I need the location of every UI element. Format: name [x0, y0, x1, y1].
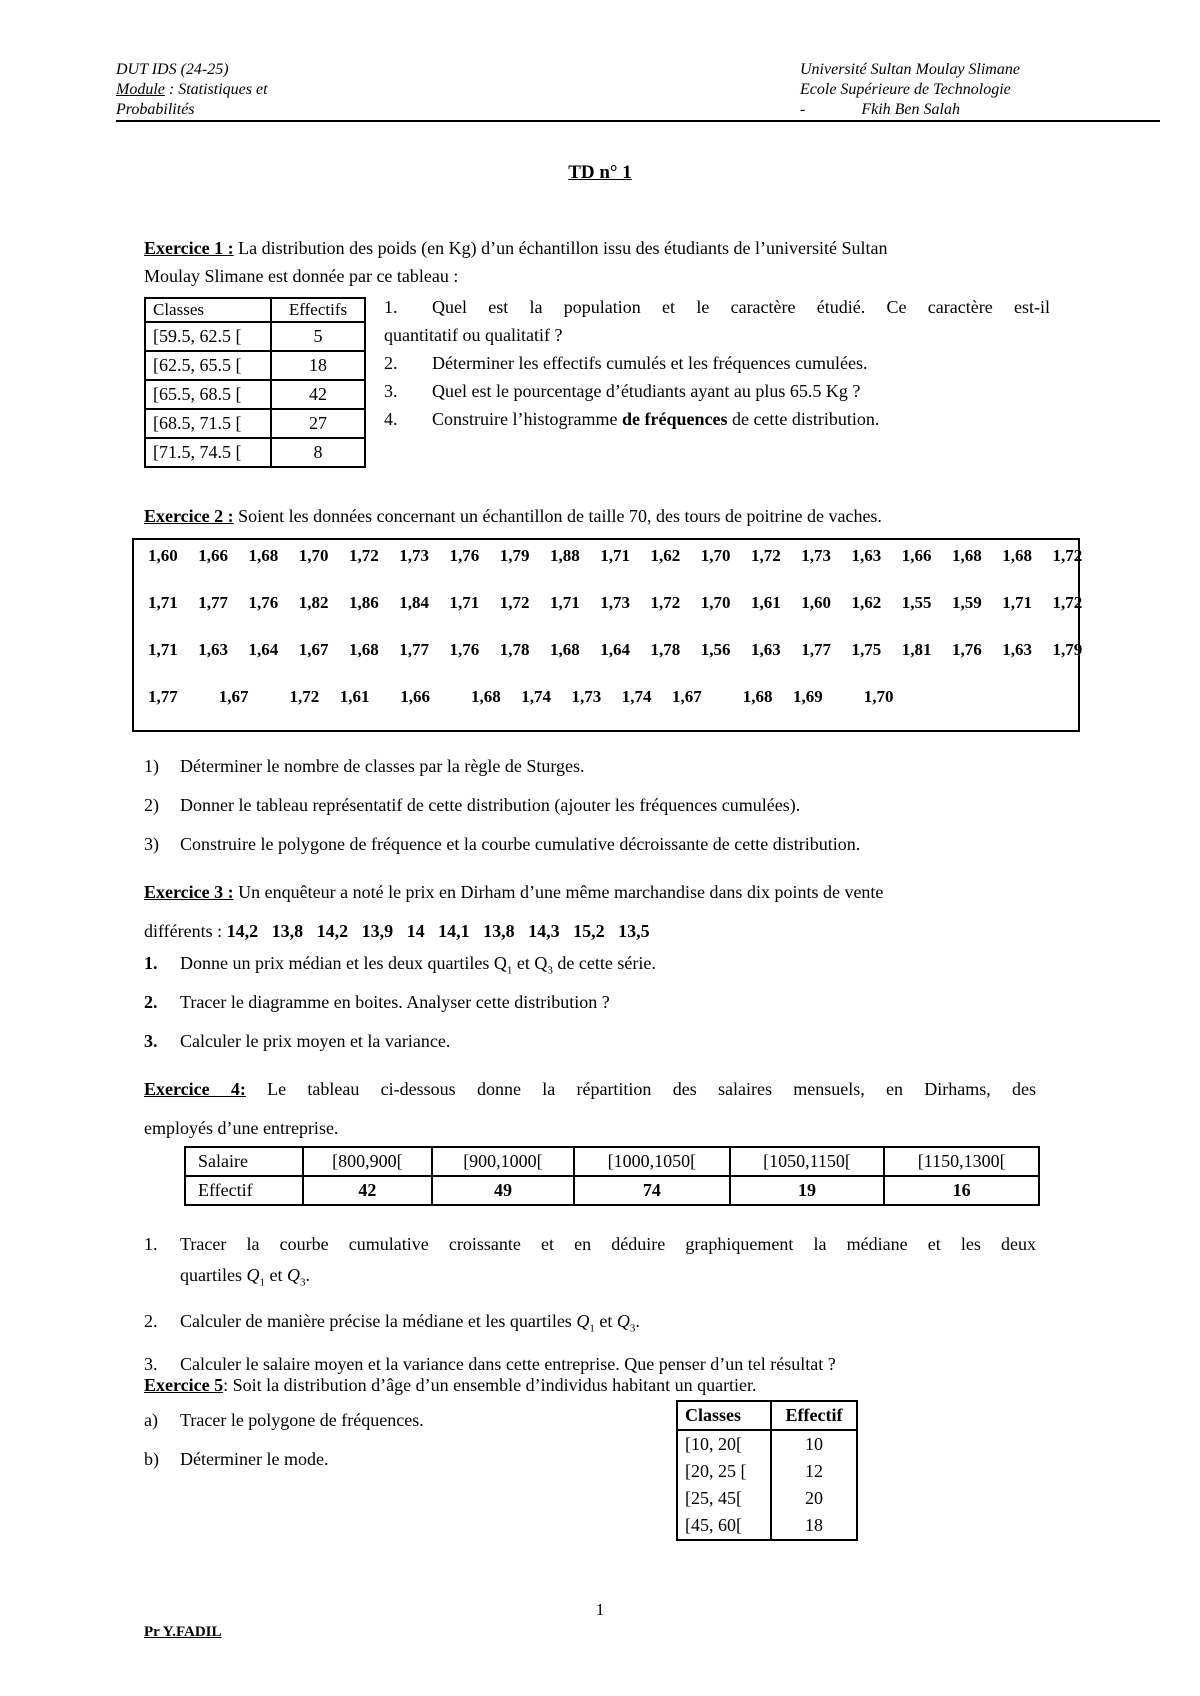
list-item: [384, 349, 1050, 377]
table-row: [677, 1485, 857, 1512]
table-header: Effectif: [771, 1401, 857, 1430]
ex1-table: [144, 297, 366, 468]
question-text: Déterminer le mode.: [180, 1449, 329, 1469]
question-text: Calculer de manière précise la médiane et les quartiles: [180, 1310, 577, 1331]
table-cell: 18: [271, 351, 365, 380]
ex5-intro: [144, 1371, 757, 1399]
table-header: Salaire: [185, 1147, 303, 1176]
ex1-intro: [144, 234, 1064, 290]
ex5-table: [676, 1400, 858, 1541]
question-text: .: [305, 1265, 310, 1285]
ex4-intro-text: Le tableau ci-dessous donne la répartition des salaires mensuels, en Dirhams, des: [245, 1079, 1037, 1099]
ex4-questions: [144, 1229, 1036, 1378]
ex4-intro-text-cont: employés d’une entreprise.: [144, 1118, 339, 1138]
course-code: DUT IDS (24-25): [116, 61, 229, 78]
page-title: TD n° 1: [568, 162, 632, 183]
table-cell: [1000,1050[: [574, 1147, 730, 1176]
ex2-data-box: [132, 538, 1083, 732]
question-number: 3.: [384, 381, 398, 401]
question-text: Déterminer les effectifs cumulés et les fréquences cumulées.: [432, 353, 868, 373]
ex3-values: 14,2 13,8 14,2 13,9 14 14,1 13,8 14,3 15,2 13,5: [226, 921, 650, 941]
ex1-intro-text: La distribution des poids (en Kg) d’un échantillon issu des étudiants de l’université Sultan: [233, 238, 888, 258]
table-cell: [68.5, 71.5 [: [145, 409, 271, 438]
question-text: de cette distribution.: [727, 409, 880, 429]
question-text: Quel est la population et le caractère étudié. Ce caractère est-il: [432, 297, 1050, 317]
question-number: 3.: [144, 1031, 158, 1051]
table-cell: 19: [730, 1176, 885, 1205]
ex3-heading: Exercice 3 :: [144, 882, 234, 902]
data-row: 1,77 1,67 1,72 1,61 1,66 1,68 1,74 1,73 1,74 1,67 1,68 1,69 1,70: [148, 687, 894, 706]
table-header-row: [677, 1401, 857, 1430]
table-cell: 49: [432, 1176, 574, 1205]
table-cell: 20: [771, 1485, 857, 1512]
list-item: [384, 321, 1050, 349]
question-text: et Q: [512, 953, 548, 973]
table-cell: [65.5, 68.5 [: [145, 380, 271, 409]
table-header-row: [145, 298, 365, 322]
subscript: 3: [547, 964, 553, 977]
variable-q: Q: [616, 1310, 630, 1331]
table-header: Classes: [677, 1401, 771, 1430]
subscript: 3: [299, 1276, 306, 1289]
question-text: Calculer le prix moyen et la variance.: [180, 1031, 451, 1051]
ex4-intro: [144, 1070, 1036, 1148]
question-text-bold: de fréquences: [621, 409, 728, 429]
table-row: [677, 1430, 857, 1458]
table-cell: 5: [271, 322, 365, 351]
question-text: Tracer la courbe cumulative croissante et en déduire graphiquement la médiane et les deux: [180, 1234, 1036, 1254]
ex3-intro-text: Un enquêteur a noté le prix en Dirham d’une même marchandise dans dix points de vente: [233, 882, 884, 902]
table-cell: 10: [771, 1430, 857, 1458]
table-cell: 16: [884, 1176, 1039, 1205]
question-number: 2.: [144, 1310, 158, 1331]
ex2-heading: Exercice 2 :: [144, 506, 234, 526]
question-text: .: [635, 1310, 640, 1331]
list-item: [384, 405, 1050, 433]
ex2-intro-text: Soient les données concernant un échantillon de taille 70, des tours de poitrine de vaches.: [233, 506, 882, 526]
module-name: : Statistiques et: [164, 81, 268, 98]
list-item: [144, 1229, 1036, 1299]
ex3-intro-text-cont: différents :: [144, 921, 227, 941]
table-cell: [800,900[: [303, 1147, 432, 1176]
header-left: [116, 60, 268, 120]
question-number: 3.: [144, 1354, 158, 1375]
table-row: [145, 409, 365, 438]
ex3-intro: [144, 873, 883, 951]
question-number: 1.: [144, 953, 158, 973]
table-cell: [71.5, 74.5 [: [145, 438, 271, 467]
ex5-heading: Exercice 5: [144, 1375, 224, 1395]
question-number: 2.: [144, 992, 158, 1012]
list-item: [144, 1410, 424, 1431]
data-row: 1,60 1,66 1,68 1,70 1,72 1,73 1,76 1,79 1,88 1,71 1,62 1,70 1,72 1,73 1,63 1,66 1,68 1,68 1,72: [148, 546, 1083, 565]
table-row: [145, 351, 365, 380]
table-cell: [45, 60[: [677, 1512, 771, 1540]
table-cell: 42: [303, 1176, 432, 1205]
question-number: 1.: [384, 297, 398, 317]
list-item: [384, 377, 1050, 405]
table-cell: [20, 25 [: [677, 1458, 771, 1485]
variable-q: Q: [576, 1310, 590, 1331]
question-number: 4.: [384, 409, 398, 429]
question-text: Construire le polygone de fréquence et la courbe cumulative décroissante de cette distribution.: [180, 834, 861, 854]
variable-q: Q: [246, 1265, 260, 1285]
ex4-heading: Exercice 4:: [144, 1079, 246, 1099]
subscript: 1: [259, 1276, 265, 1289]
list-item: [144, 795, 800, 816]
subscript: 1: [589, 1322, 595, 1335]
list-item: [384, 293, 1050, 321]
table-row: [185, 1147, 1039, 1176]
header-divider: [116, 120, 1160, 122]
list-item: [144, 834, 860, 855]
module-label: Module: [116, 81, 165, 98]
table-header: Effectif: [185, 1176, 303, 1205]
question-text: Tracer le diagramme en boites. Analyser cette distribution ?: [180, 992, 610, 1012]
table-cell: 8: [271, 438, 365, 467]
ex1-questions: [384, 293, 1050, 433]
table-cell: [1150,1300[: [884, 1147, 1039, 1176]
ex1-intro-text-cont: Moulay Slimane est donnée par ce tableau :: [144, 266, 459, 286]
question-text: Donne un prix médian et les deux quartiles Q: [180, 953, 507, 973]
school-name: Ecole Supérieure de Technologie: [800, 81, 1011, 98]
table-cell: [59.5, 62.5 [: [145, 322, 271, 351]
question-number: 1): [144, 756, 159, 776]
table-row: [145, 380, 365, 409]
ex5-intro-text: : Soit la distribution d’âge d’un ensemble d’individus habitant un quartier.: [223, 1375, 757, 1395]
table-cell: [62.5, 65.5 [: [145, 351, 271, 380]
table-row: [145, 438, 365, 467]
list-item: [144, 992, 610, 1013]
question-number: 2): [144, 795, 159, 815]
question-text: Calculer le salaire moyen et la variance dans cette entreprise. Que penser d’un tel résultat ?: [180, 1354, 836, 1375]
table-cell: 27: [271, 409, 365, 438]
question-number: b): [144, 1449, 159, 1469]
table-header: Effectifs: [271, 298, 365, 322]
question-text: Tracer le polygone de fréquences.: [180, 1410, 424, 1430]
table-cell: 74: [574, 1176, 730, 1205]
question-number: 1.: [144, 1234, 158, 1254]
question-text: quartiles: [180, 1265, 247, 1285]
data-row: 1,71 1,63 1,64 1,67 1,68 1,77 1,76 1,78 1,68 1,64 1,78 1,56 1,63 1,77 1,75 1,81 1,76 1,63 1,79: [148, 640, 1083, 659]
table-row: [677, 1458, 857, 1485]
table-cell: [900,1000[: [432, 1147, 574, 1176]
subscript: 1: [506, 964, 513, 977]
list-item: [144, 1307, 1036, 1343]
question-number: 3): [144, 834, 159, 854]
ex4-salary-table: [184, 1146, 1040, 1206]
list-item: [144, 1031, 450, 1052]
university-name: Université Sultan Moulay Slimane: [800, 61, 1020, 78]
list-item: [144, 953, 656, 977]
question-text: Donner le tableau représentatif de cette distribution (ajouter les fréquences cumulées).: [180, 795, 801, 815]
variable-q: Q: [286, 1265, 300, 1285]
question-text: et: [594, 1310, 617, 1331]
table-header: Classes: [145, 298, 271, 322]
module-line: [116, 80, 268, 100]
table-cell: [1050,1150[: [730, 1147, 885, 1176]
header-right: [800, 60, 1020, 120]
module-name-cont: Probabilités: [116, 101, 195, 118]
question-text: de cette série.: [552, 953, 656, 973]
table-row: [677, 1512, 857, 1540]
author-name: Pr Y.FADIL: [144, 1624, 222, 1640]
list-item: [144, 1449, 328, 1470]
table-cell: [25, 45[: [677, 1485, 771, 1512]
table-cell: [10, 20[: [677, 1430, 771, 1458]
table-cell: 42: [271, 380, 365, 409]
ex1-heading: Exercice 1 :: [144, 238, 234, 258]
list-item: [144, 756, 585, 777]
question-text: et: [264, 1265, 287, 1285]
data-row: 1,71 1,77 1,76 1,82 1,86 1,84 1,71 1,72 1,71 1,73 1,72 1,70 1,61 1,60 1,62 1,55 1,59 1,71 1,72: [148, 593, 1083, 612]
city-name: - Fkih Ben Salah: [800, 101, 960, 118]
question-text: Construire l’histogramme: [432, 409, 622, 429]
question-text: Quel est le pourcentage d’étudiants ayant au plus 65.5 Kg ?: [432, 381, 861, 401]
table-cell: 18: [771, 1512, 857, 1540]
subscript: 3: [629, 1322, 636, 1335]
question-text: Déterminer le nombre de classes par la règle de Sturges.: [180, 756, 585, 776]
table-row: [185, 1176, 1039, 1205]
question-number: a): [144, 1410, 158, 1430]
table-row: [145, 322, 365, 351]
table-cell: 12: [771, 1458, 857, 1485]
ex2-intro: [144, 502, 882, 530]
page-number: 1: [595, 1600, 605, 1619]
question-number: 2.: [384, 353, 398, 373]
question-text: quantitatif ou qualitatif ?: [384, 325, 563, 345]
